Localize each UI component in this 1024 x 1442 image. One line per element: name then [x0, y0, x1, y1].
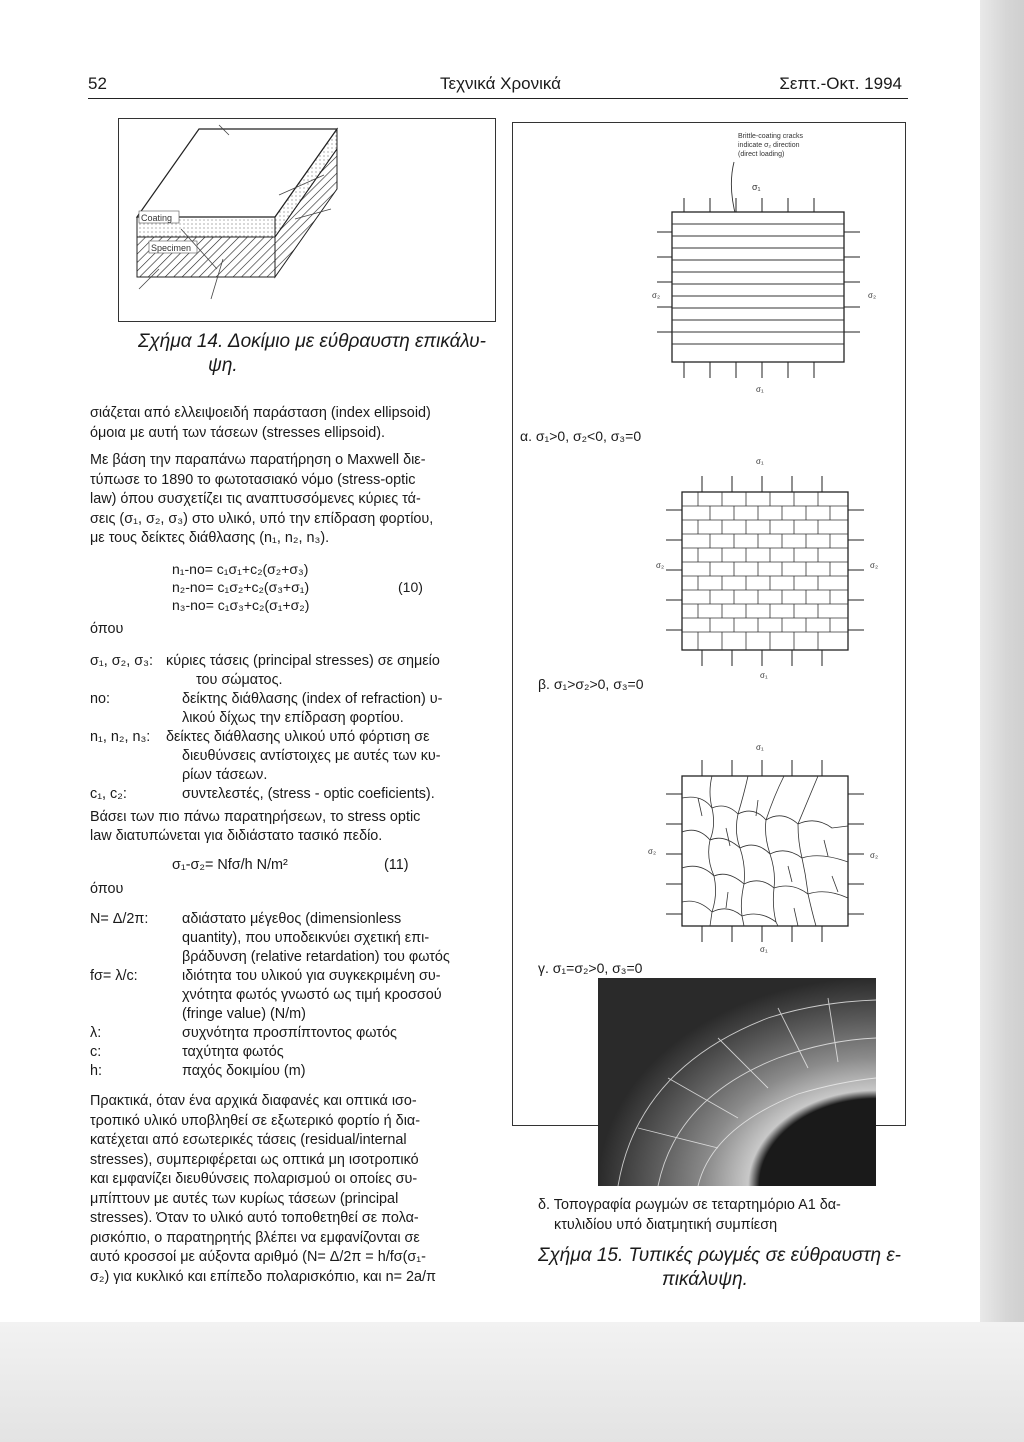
svg-text:σ₁: σ₁ — [760, 671, 768, 680]
figure-15-caption: Σχήμα 15. Τυπικές ρωγμές σε εύθραυστη ε- πικάλυψη. — [538, 1245, 902, 1290]
svg-text:σ₂: σ₂ — [652, 291, 661, 300]
scan-edge-bottom — [0, 1322, 1024, 1442]
svg-text:σ₁: σ₁ — [756, 385, 764, 394]
svg-text:Brittle-coating cracks: Brittle-coating cracks — [738, 133, 803, 140]
svg-text:σ₂: σ₂ — [656, 561, 665, 570]
svg-text:σ₂: σ₂ — [648, 847, 657, 856]
figure-15b-diagram — [512, 450, 904, 690]
figure-15c-label: γ. σ₁=σ₂>0, σ₃=0 — [538, 960, 643, 976]
svg-text:σ₂: σ₂ — [868, 291, 877, 300]
left-column: σιάζεται από ελλειψοειδή παράσταση (index ellipsoid) όμοια με αυτή των τάσεων (stresses ellipsoid). Με βάση την παραπάνω παρατήρηση ο Maxwell διε- τύπωσε το 1890 το φωτοτασιακό νόμο (stress-optic law) όπου συσχετίζει τις αναπτυσσόμενες κύριες τά- σεις (σ₁, σ₂, σ₃) στο υλικό, υπό την επίδραση φορτίου, με τους δείκτες διάθλασης (n₁, n₂, n₃). — [90, 405, 434, 546]
specimen-label: Specimen — [151, 243, 192, 253]
svg-text:(direct loading): (direct loading) — [738, 151, 785, 158]
figure-15a-diagram — [512, 122, 904, 422]
figure-15a-label: α. σ₁>0, σ₂<0, σ₃=0 — [520, 428, 642, 444]
left-paragraph-4: Πρακτικά, όταν ένα αρχικά διαφανές και οπτικά ισο- τροπικό υλικό υποβληθεί σε εξωτερικό φορτίο ή δια- κατέχεται από εσωτερικές τάσεις (residual/internal stresses), συμπεριφέρεται ως οπτικά μη ισοτροπικό και εμφανίζει διευθύνσεις πολαρισμού οι οποίες συ- μπίπτουν με αυτές των κυρίως τάσεων (principal stresses). Όταν το υλικό αυτό τοποθετηθεί σε πολα- ρισκόπιο, ο παρατηρητής βλέπει να εμφανίζονται σε αυτό κροσσοί με αύξοντα αριθμό (N= Δ/2π = h/fσ(σ₁- σ₂) για κυκλικό και επίπεδο πολαρισκόπιο, και n= 2a/π — [90, 1093, 436, 1285]
equation-11-number: (11) — [384, 857, 409, 873]
figure-14-caption: Σχήμα 14. Δοκίμιο με εύθραυστη επικάλυ- ψη. — [138, 331, 486, 376]
equation-10-number: (10) — [398, 579, 423, 595]
figure-15c-diagram — [512, 736, 904, 966]
svg-text:σ₂: σ₂ — [870, 851, 879, 860]
page-header — [88, 70, 908, 99]
figure-14 — [118, 118, 496, 322]
journal-title: Τεχνικά Χρονικά — [440, 74, 562, 93]
equation-10: n₁-no= c₁σ₁+c₂(σ₂+σ₃) n₂-no= c₁σ₂+c₂(σ₃+σ₁) n₃-no= c₁σ₃+c₂(σ₁+σ₂) — [172, 561, 310, 613]
page-number: 52 — [88, 74, 107, 93]
issue-date: Σεπτ.-Οκτ. 1994 — [779, 74, 902, 93]
opou-1: όπου — [90, 621, 124, 637]
svg-text:indicate σ₂ direction: indicate σ₂ direction — [738, 142, 800, 149]
coating-label: Coating — [141, 213, 173, 223]
figure-15d-label: δ. Τοπογραφία ρωγμών σε τεταρτημόριο Α1 δα- κτυλιδίου υπό διατμητική συμπίεση — [538, 1197, 841, 1233]
svg-text:σ₁: σ₁ — [752, 182, 761, 192]
svg-text:σ₁: σ₁ — [756, 457, 764, 466]
figure-15b-label: β. σ₁>σ₂>0, σ₃=0 — [538, 676, 644, 692]
svg-text:σ₁: σ₁ — [760, 945, 768, 954]
svg-text:σ₂: σ₂ — [870, 561, 879, 570]
scan-edge-right — [980, 0, 1024, 1442]
figure-15d-photo — [598, 978, 876, 1186]
equation-11: σ₁-σ₂= Nfσ/h N/m² — [172, 857, 288, 873]
svg-text:σ₁: σ₁ — [756, 743, 764, 752]
opou-2: όπου — [90, 881, 124, 897]
specimen-diagram — [119, 119, 495, 321]
